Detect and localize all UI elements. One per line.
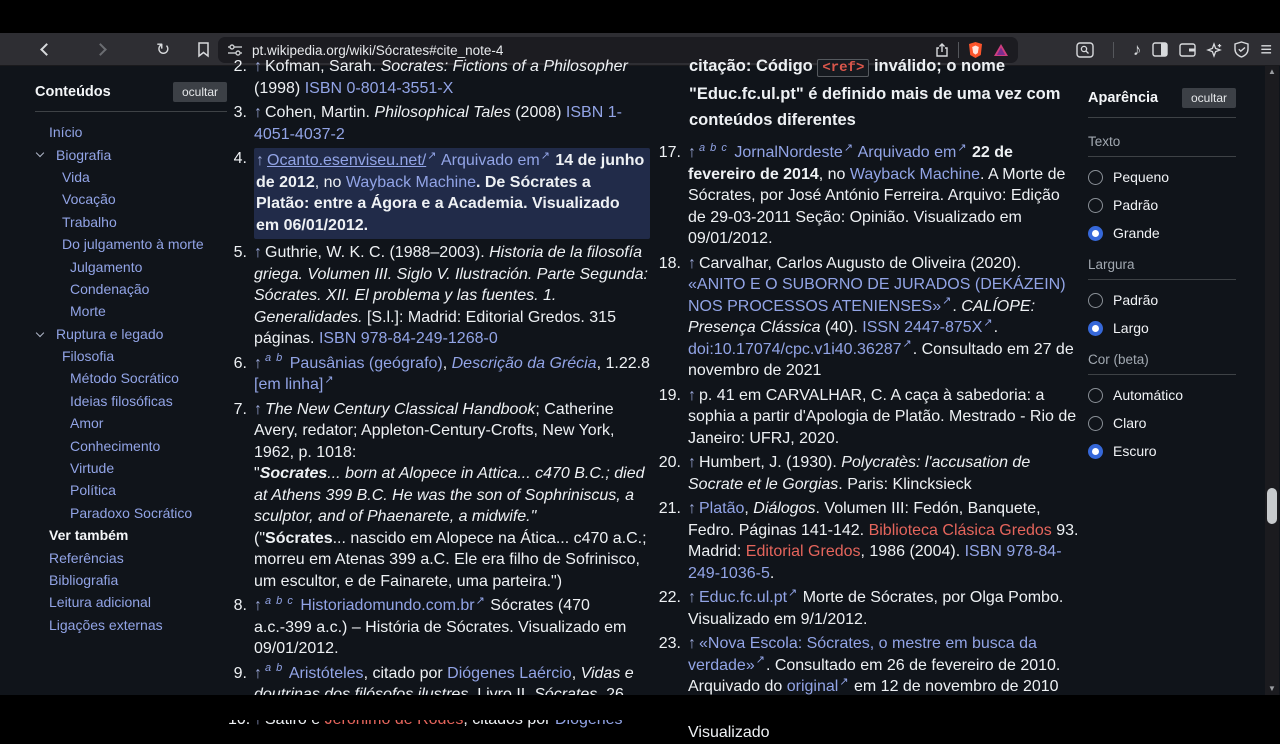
radio-option-label: Largo [1113,320,1149,336]
reference-link[interactable]: Pausânias (geógrafo) [289,354,443,372]
toc-item [35,300,227,322]
reference-link[interactable]: doi:10.17074/cpc.v1i40.36287 [688,340,902,358]
reference-number: 2. [233,58,247,75]
reference-link[interactable]: Diógenes Laércio [447,664,572,682]
reference-text: (40). [820,319,863,336]
reference-text: , 1986 (2004). [860,543,965,560]
reference-link[interactable]: Aristóteles [288,664,364,682]
ai-assistant-icon[interactable] [1207,42,1223,58]
external-link-icon: ↗ [755,654,765,667]
toc-item [35,457,227,479]
reference-text: (" [254,529,266,547]
reference-link[interactable]: «ANITO E O SUBORNO DE JURADOS (DEKÁZEIN) NOS PROCESSOS ATENIENSES» [688,276,1066,315]
radio-option-padr-o[interactable] [1088,197,1236,213]
reference-item [228,148,650,239]
appearance-hide-button[interactable]: ocultar [1182,88,1236,108]
forward-icon [94,43,107,56]
reference-item [656,633,1080,698]
toc-item [35,278,227,300]
radio-option-label: Pequeno [1113,169,1170,185]
cite-backlink-arrow[interactable]: ↑ [254,400,262,418]
url-text[interactable]: pt.wikipedia.org/wiki/Sócrates#cite_note-4 [252,42,504,58]
reference-number: 9. [233,664,247,682]
radio-selected-icon[interactable] [1088,226,1103,241]
toc-item [35,434,227,456]
toolbar-divider [1113,42,1114,58]
radio-option-pequeno[interactable] [1088,169,1236,185]
cite-backlink-arrow[interactable]: ↑ [688,454,696,471]
reference-number: 5. [233,244,247,261]
toc-link[interactable]: Trabalho [62,213,117,230]
appearance-section-label: Texto [1088,134,1236,157]
toc-link[interactable]: Morte [70,303,106,320]
toc-item [35,211,227,233]
reference-item [228,56,650,99]
reference-number: 19. [658,386,681,404]
reference-link[interactable]: Editorial Gredos [745,543,861,560]
toc-item [35,524,227,546]
chevron-down-icon[interactable] [36,328,44,336]
external-link-icon: ↗ [942,295,952,308]
window-bottom-bar [0,695,1280,720]
media-playback-icon[interactable]: ♪ [1132,40,1142,59]
reference-text: , citado por [363,664,448,682]
reference-number: 17. [658,144,681,161]
appearance-section-label: Cor (beta) [1088,352,1236,375]
scrollbar-up-icon[interactable]: ▲ [1268,67,1276,76]
radio-option-label: Automático [1113,387,1184,403]
reference-text: ... nascido em Alopece na Ática... c470 a.C.; morreu em Atenas 399 a.C. Ele era filho de Sofrinisco, um escultor, e de Fainarete, uma parteira.") [254,529,647,590]
cite-backlink-arrow[interactable]: ↑ [254,597,262,614]
reference-text: Guthrie, W. K. C. (1988–2003). [265,244,490,261]
toc-link[interactable]: Política [70,482,116,499]
appearance-sidebar [1088,88,1236,459]
reference-body [254,56,650,99]
reference-text: . Paris: Klincksieck [838,475,972,493]
toc-sidebar [35,82,227,636]
reference-text: Philosophical Tales [374,104,511,121]
reference-text: . De Sócrates a Platão: entre a Ágora e a Academia. Visualizado em 06/01/2012. [256,173,620,234]
reference-body [254,353,650,396]
radio-option-padr-o[interactable] [1088,292,1236,308]
radio-icon[interactable] [1088,170,1103,185]
scrollbar-down-icon[interactable]: ▼ [1268,684,1276,693]
toc-link[interactable]: Vocação [62,191,116,208]
reference-text: , [571,664,581,682]
appearance-section-label: Largura [1088,257,1236,280]
back-button[interactable] [42,33,51,66]
reference-body [688,253,1080,382]
reference-item [228,102,650,145]
toc-header [35,82,227,112]
toc-item [35,188,227,210]
reference-item [228,353,650,396]
reference-link[interactable]: ISBN 978-84-249-1268-0 [318,330,498,347]
reference-text: Sócrates [265,529,333,547]
reference-body [254,102,650,145]
cite-backref-letters[interactable]: a b [265,352,284,365]
toc-item [35,569,227,591]
external-link-icon: ↗ [324,373,334,386]
radio-option-label: Padrão [1113,292,1159,308]
reference-text: , no [818,165,850,183]
toc-link[interactable]: Vida [62,168,90,185]
cite-backlink-arrow[interactable]: ↑ [688,144,696,161]
references-column-right [656,57,1080,741]
reference-link[interactable]: Ocanto.esenviseu.net/ [267,152,427,169]
reference-text: . A Morte de Sócrates, por José António Ferreira. Arquivo: Edição de 29-03-2011 Seção: Opinião. Visualizado em 09/01/2012. [688,165,1066,247]
cite-backlink-arrow[interactable]: ↑ [688,254,696,272]
back-icon [40,43,53,56]
toc-link[interactable]: Método Socrático [70,370,179,387]
reference-number: 18. [658,254,681,272]
reference-text: ; Catherine Avery, redator; Appleton-Century-Crofts, New York, 1962, p. 1018: [254,400,615,461]
reference-item [656,385,1080,450]
reference-text: Socrates [259,465,328,482]
radio-option-largo[interactable] [1088,320,1236,336]
toc-item [35,502,227,524]
reference-link[interactable]: ISBN 0-8014-3551-X [304,79,454,97]
toc-link[interactable]: Referências [49,549,124,566]
toc-item [35,614,227,636]
radio-option-label: Escuro [1113,443,1157,459]
toc-item [35,233,227,255]
reference-text: Carvalhar, Carlos Augusto de Oliveira (2020). [699,254,1021,272]
toc-list [35,121,227,636]
reference-body [688,633,1080,698]
wallet-icon[interactable] [1179,43,1196,57]
reference-body [688,587,1080,630]
privacy-shield-icon[interactable] [1234,41,1249,58]
code-token: <ref> [817,59,869,77]
reference-link[interactable]: JornalNordeste [734,144,843,161]
bookmark-button[interactable] [196,33,211,66]
appearance-title: Aparência [1088,90,1159,106]
radio-icon[interactable] [1088,388,1103,403]
reference-text: [S.l.]: Madrid: Editorial Gredos. 315 páginas. [254,308,616,347]
cite-backref-letters[interactable]: a b c [265,594,294,607]
reference-text: Polycratès: l'accusation de Socrate et le Gorgias [688,454,1031,493]
toc-link[interactable]: Ver também [49,527,129,544]
reference-text: , 1.22.8 [596,354,650,372]
reference-text: . Consultado em 27 de novembro de 2021 [688,340,1074,379]
toc-item [35,323,227,345]
reference-link[interactable]: Historiadomundo.com.br [300,597,475,614]
radio-selected-icon[interactable] [1088,444,1103,459]
reference-text: , [744,500,754,517]
radio-option-grande[interactable] [1088,225,1236,241]
reference-text: . [952,297,962,315]
radio-option-label: Claro [1113,415,1147,431]
toc-link[interactable]: Bibliografia [49,572,119,588]
reference-text: , [442,354,452,372]
toc-item [35,255,227,277]
toc-link[interactable]: Condenação [70,280,150,297]
radio-option-claro[interactable] [1088,415,1236,431]
reference-link[interactable]: Biblioteca Clásica Gredos [868,521,1052,539]
reference-link[interactable]: Wayback Machine [849,165,981,183]
reference-item [228,242,650,350]
toc-item [35,121,227,143]
reference-item [228,595,650,660]
reference-text: Morte de Sócrates, por Olga Pombo. Visualizado em 9/1/2012. [688,589,1064,628]
toolbar-right-cluster [1076,33,1272,66]
toc-item [35,479,227,501]
toc-title: Conteúdos [35,84,111,100]
toc-link[interactable]: Julgamento [70,258,143,275]
reference-text: Sócrates (470 a.c.-399 a.c.) – História de Sócrates. Visualizado em 09/01/2012. [254,597,627,657]
reference-text: Vidas e [580,664,634,682]
radio-option-label: Grande [1113,225,1160,241]
appearance-header [1088,88,1236,118]
reference-text: . [993,319,999,336]
toc-link[interactable]: Amor [70,415,104,432]
toc-hide-button[interactable]: ocultar [173,82,227,102]
chevron-down-icon[interactable] [36,149,44,157]
reference-text: 14 de junho de 2012 [256,152,645,191]
reference-number: 6. [233,354,247,372]
radio-icon[interactable] [1088,293,1103,308]
external-link-icon: ↗ [475,594,485,607]
reference-link[interactable]: «Nova Escola: Sócrates, o mestre em busca da verdade» [688,635,1037,674]
appearance-sections [1088,134,1236,459]
reference-text: Kofman, Sarah. [265,58,381,75]
toc-link[interactable]: Paradoxo Socrático [70,504,193,521]
reference-item [656,452,1080,495]
reference-text: inválido; o nome "Educ.fc.ul.pt" é definido mais de uma vez com conteúdos diferentes [689,57,1061,129]
reference-text: em 12 de novembro de 2010 [849,678,1059,695]
reference-text: Cohen, Martin. [265,104,375,121]
reference-link[interactable]: Arquivado em [857,144,957,161]
cite-backlink-arrow[interactable]: ↑ [688,589,696,606]
radio-option-escuro[interactable] [1088,443,1236,459]
menu-icon[interactable]: ≡ [1260,38,1272,61]
reference-link[interactable]: Platão [699,500,745,517]
external-link-icon: ↗ [957,141,967,154]
radio-option-autom-tico[interactable] [1088,387,1236,403]
reference-text: The New Century Classical Handbook [265,400,536,418]
toc-item [35,591,227,613]
reference-link[interactable]: Educ.fc.ul.pt [699,589,788,606]
reference-text: . Volumen III: Fedón, Banquete, Fedro. Páginas 141-142. [688,500,1041,539]
toc-link[interactable]: Do julgamento à morte [62,236,204,253]
reference-text: Humbert, J. (1930). [699,454,842,471]
reference-body [688,452,1080,495]
reload-button[interactable] [156,33,170,66]
reference-text: (2008) [510,104,566,121]
reload-icon: ↻ [156,40,171,59]
reference-text: 22 de fevereiro de 2014 [688,144,1013,183]
cite-backlink-arrow[interactable]: ↑ [688,500,696,517]
reference-link[interactable]: Arquivado em [441,152,540,169]
window-top-bar [0,0,1280,33]
toc-item [35,143,227,165]
reference-text: 93. Madrid: [688,521,1079,560]
reference-link[interactable]: Wayback Machine [345,173,476,191]
reference-body [688,385,1080,450]
page-content [0,57,1280,741]
reference-item [656,587,1080,630]
reference-number: 23. [658,635,681,652]
reference-link[interactable]: ISBN 978-84-249-1036-5 [688,543,1062,582]
reference-number: 21. [658,500,681,517]
reference-text: citação: Código [689,57,818,75]
toc-link[interactable]: Conhecimento [70,437,161,454]
forward-button[interactable] [96,33,105,66]
cite-backref-letters[interactable]: a b c [699,141,728,154]
radio-option-label: Padrão [1113,197,1159,213]
toc-item [35,166,227,188]
scrollbar-thumb[interactable] [1267,488,1277,524]
reference-text: ... born at Alopece in Attica... c470 B.C.; died at Athens 399 B.C. He was the son of Sophriniscus, a sculptor, and of Phaenarete, a midwife." [254,465,645,525]
cite-backlink-arrow[interactable]: ↑ [688,635,696,652]
toc-link[interactable]: Virtude [70,460,115,477]
reference-item [228,399,650,593]
reference-item [656,498,1080,584]
reference-text: Visualizado [688,724,770,741]
cite-backref-letters[interactable]: a b [265,662,284,675]
reference-number: 3. [233,104,247,121]
toc-link[interactable]: Filosofia [62,348,115,365]
external-link-icon: ↗ [427,149,437,162]
cite-backlink-arrow[interactable]: ↑ [254,104,262,121]
references-column-left [228,58,650,695]
toc-item [35,345,227,367]
reference-link[interactable]: [em linha] [254,376,324,393]
external-link-icon: ↗ [788,586,798,599]
reference-text: . [769,564,775,582]
cite-backlink-arrow[interactable]: ↑ [256,152,264,169]
toc-link[interactable]: Ruptura e legado [56,325,164,342]
external-link-icon: ↗ [902,338,912,351]
cite-error-message [689,53,1080,133]
reference-link[interactable]: ISBN 1-4051-4037-2 [254,104,622,143]
external-link-icon: ↗ [540,149,550,162]
reference-body [254,595,650,660]
radio-selected-icon[interactable] [1088,321,1103,336]
reference-link[interactable]: original [786,678,839,695]
reference-number: 20. [658,454,681,471]
reference-number: 8. [233,597,247,614]
external-link-icon: ↗ [983,316,993,329]
toc-item [35,546,227,568]
reference-body [254,399,650,593]
toc-link[interactable]: Início [49,124,83,141]
reference-text: p. 41 em CARVALHAR, C. A caça à sabedoria: a sophia a partir d'Apologia de Platão. Mestrado - Rio de Janeiro: UFRJ, 2020. [688,386,1077,447]
reference-link[interactable]: ISSN 2447-875X [862,319,983,336]
toc-link[interactable]: Ideias filosóficas [70,392,173,409]
site-settings-icon[interactable] [227,43,243,57]
reference-text: Historia de la filosofía griega. Volumen III. Siglo V. Ilustración. Parte Segunda: Sócrates. XII. El problema y las fuentes. 1. Generalidades. [254,244,648,326]
radio-icon[interactable] [1088,416,1103,431]
toc-item [35,367,227,389]
page-scrollbar[interactable] [1265,66,1279,695]
cite-backlink-arrow[interactable]: ↑ [688,386,696,404]
reference-item [656,253,1080,382]
reference-body [254,242,650,350]
reference-text: " [254,465,260,482]
cite-backlink-arrow[interactable]: ↑ [254,244,262,261]
reference-number: 7. [233,400,247,418]
sidebar-toggle-icon[interactable] [1152,42,1168,57]
toc-link[interactable]: Ligações externas [49,616,163,633]
toc-item [35,390,227,412]
reference-text: . Consultado em 26 de fevereiro de 2010. Arquivado do [688,656,1061,695]
bookmark-icon [196,41,211,58]
reference-number: 22. [658,589,681,606]
external-link-icon: ↗ [843,141,854,154]
reference-text: Diálogos [753,500,816,517]
reference-number: 4. [233,150,247,167]
cite-backlink-arrow[interactable]: ↑ [254,354,262,372]
reference-body-highlighted [254,148,650,239]
cite-backlink-arrow[interactable]: ↑ [254,58,262,75]
reference-body [688,142,1080,250]
reference-text: Socrates: Fictions of a Philosopher [380,58,628,75]
cite-backlink-arrow[interactable]: ↑ [254,664,262,682]
reference-text: CALÍOPE: Presença Clássica [688,297,1036,336]
radio-icon[interactable] [1088,198,1103,213]
external-link-icon: ↗ [839,675,849,688]
reference-body [688,498,1080,584]
reference-text: , no [314,173,346,191]
reference-text: (1998) [254,79,305,97]
toc-item [35,412,227,434]
toc-link[interactable]: Biografia [56,146,112,163]
toc-link[interactable]: Leitura adicional [49,594,151,611]
reference-link[interactable]: Descrição da Grécia [451,354,597,372]
reference-item [656,142,1080,250]
